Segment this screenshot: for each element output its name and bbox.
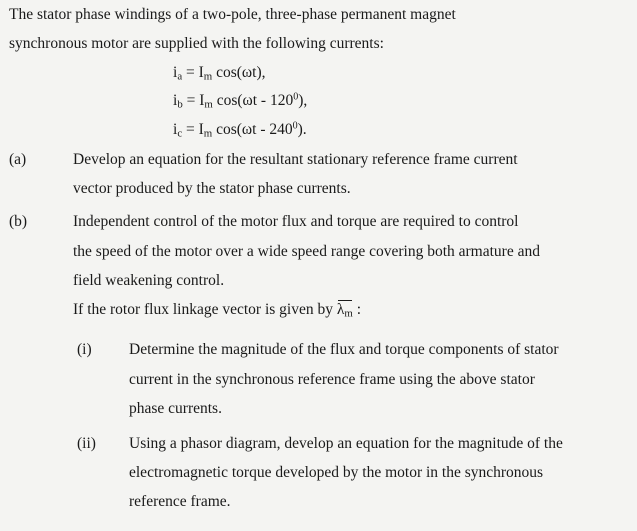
part-a-line-1: Develop an equation for the resultant stationary reference frame current — [73, 151, 518, 168]
lambda-vector-symbol: $\lambda_m$ — [336, 301, 353, 320]
part-a-label: (a) — [9, 151, 27, 168]
part-b-ii-line-1: Using a phasor diagram, develop an equation for the magnitude of the — [129, 435, 563, 452]
equation-ic: $i_c = I_m$ $\cos(\omega t - 240^0)$. — [173, 120, 307, 140]
intro-line-1: The stator phase windings of a two-pole, three-phase permanent magnet — [9, 6, 456, 23]
part-b-label: (b) — [9, 213, 28, 230]
equation-ib: $i_b = I_m$ $\cos(\omega t - 120^0)$, — [173, 91, 308, 111]
part-b-i-line-1: Determine the magnitude of the flux and torque components of stator — [129, 341, 559, 358]
equation-ia: $i_a = I_m$ cos(ωt), — [173, 64, 266, 83]
part-b-ii-line-2: electromagnetic torque developed by the motor in the synchronous — [129, 464, 544, 481]
part-b-i-label: (i) — [77, 341, 92, 358]
part-b-line-2: the speed of the motor over a wide speed range covering both armature and — [73, 243, 540, 260]
part-b-i-line-3: phase currents. — [129, 400, 222, 417]
part-b-ii-line-3: reference frame. — [129, 493, 231, 510]
part-a-line-2: vector produced by the stator phase currents. — [73, 180, 351, 197]
part-b-i-line-2: current in the synchronous reference frame using the above stator — [129, 371, 535, 388]
part-b-line-3: field weakening control. — [73, 272, 225, 289]
part-b-line-1: Independent control of the motor flux and torque are required to control — [73, 213, 519, 230]
part-b-ii-label: (ii) — [77, 435, 96, 452]
intro-line-2: synchronous motor are supplied with the following currents: — [9, 35, 384, 52]
part-b-line-4: If the rotor flux linkage vector is given by $\lambda_m$ : — [73, 301, 361, 320]
